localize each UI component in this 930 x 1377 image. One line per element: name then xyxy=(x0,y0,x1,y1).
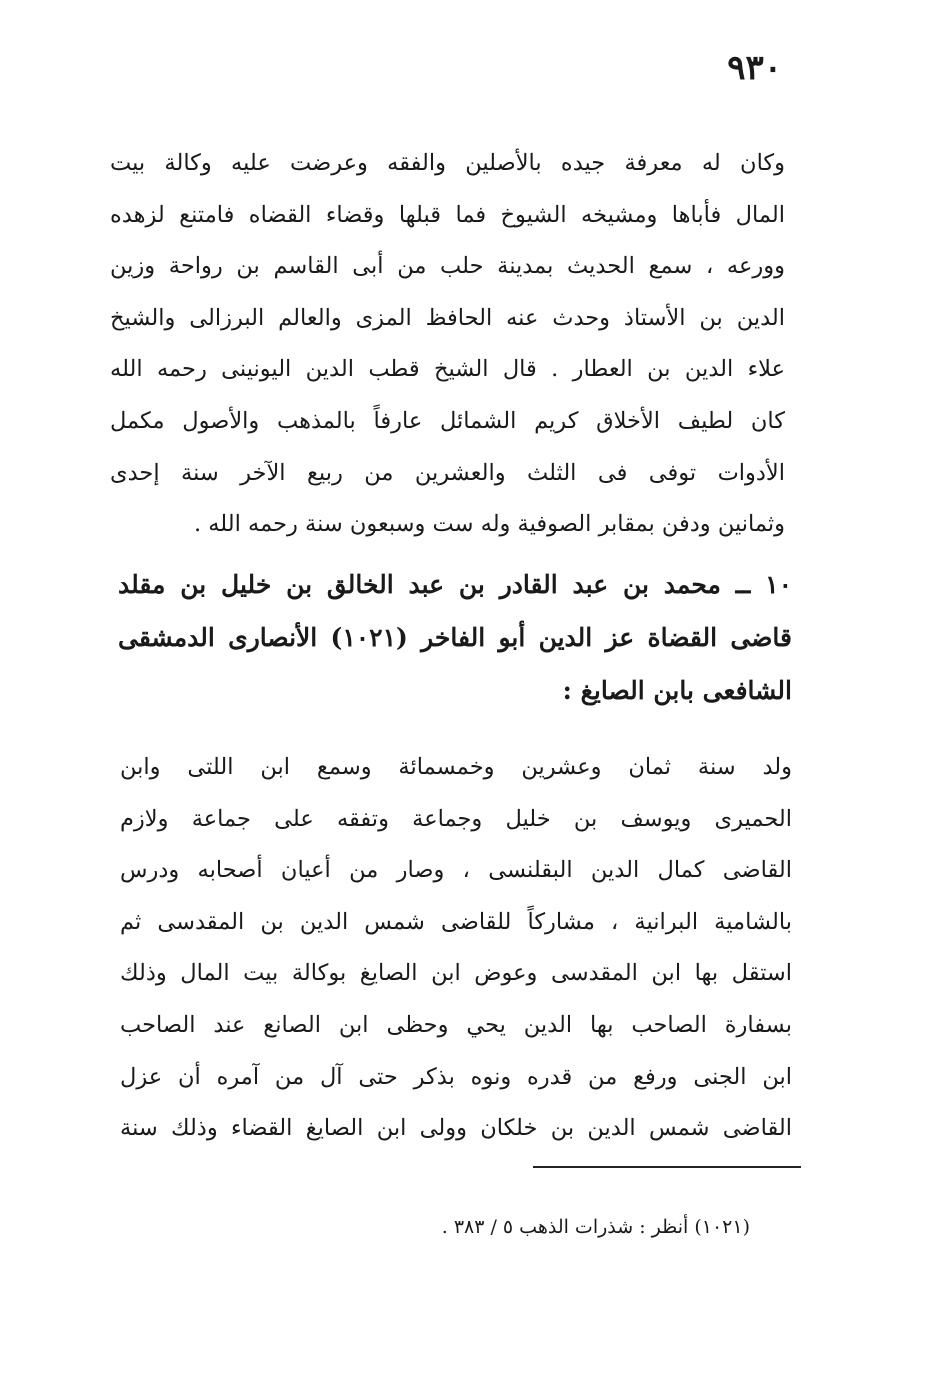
biography-paragraph-1 xyxy=(110,138,785,551)
text-line: الدين بن الأستاذ وحدث عنه الحافظ المزى والعالم البرزالى والشيخ xyxy=(110,304,785,331)
text-line: الأدوات توفى فى الثلث والعشرين من ربيع الآخر سنة إحدى xyxy=(110,459,785,486)
biography-paragraph-2 xyxy=(120,742,792,1155)
text-line: استقل بها ابن المقدسى وعوض ابن الصايغ بوكالة بيت المال وذلك xyxy=(120,960,792,987)
page-number: ٩٣٠ xyxy=(727,48,782,88)
text-line: الحميرى ويوسف بن خليل وجماعة وتفقه على جماعة ولازم xyxy=(120,805,792,832)
text-line: ابن الجنى ورفع من قدره ونوه بذكر حتى آل من آمره أن عزل xyxy=(120,1063,792,1090)
text-line: ولد سنة ثمان وعشرين وخمسمائة وسمع ابن اللتى وابن xyxy=(120,754,792,780)
footnote-divider xyxy=(533,1166,801,1168)
text-line: المال فأباها ومشيخه الشيوخ فما قبلها وقضاء القضاه فامتنع لزهده xyxy=(110,201,785,228)
text-line: وكان له معرفة جيده بالأصلين والفقه وعرضت عليه وكالة بيت xyxy=(110,150,785,176)
heading-line: ١٠ ــ محمد بن عبد القادر بن عبد الخالق بن خليل بن مقلد xyxy=(118,570,792,599)
heading-line: قاضى القضاة عز الدين أبو الفاخر (١٠٢١) الأنصارى الدمشقى xyxy=(118,623,792,652)
text-line: وثمانين ودفن بمقابر الصوفية وله ست وسبعون سنة رحمه الله . xyxy=(193,511,785,538)
text-line: القاضى كمال الدين البقلنسى ، وصار من أعيان أصحابه ودرس xyxy=(120,857,792,884)
heading-line: الشافعى بابن الصايغ : xyxy=(562,676,792,705)
text-line: علاء الدين بن العطار . قال الشيخ قطب الدين اليونينى رحمه الله xyxy=(110,356,785,383)
text-line: بسفارة الصاحب بها الدين يحي وحظى ابن الصانع عند الصاحب xyxy=(120,1011,792,1038)
entry-heading xyxy=(118,558,792,717)
text-line: وورعه ، سمع الحديث بمدينة حلب من أبى القاسم بن رواحة وزين xyxy=(110,253,785,280)
text-line: كان لطيف الأخلاق كريم الشمائل عارفاً بالمذهب والأصول مكمل xyxy=(110,407,785,434)
text-line: بالشامية البرانية ، مشاركاً للقاضى شمس الدين بن المقدسى ثم xyxy=(120,908,792,935)
text-line: القاضى شمس الدين بن خلكان وولى ابن الصايغ القضاء وذلك سنة xyxy=(120,1115,792,1142)
footnote: (١٠٢١) أنظر : شذرات الذهب ٥ / ٣٨٣ . xyxy=(441,1216,750,1238)
